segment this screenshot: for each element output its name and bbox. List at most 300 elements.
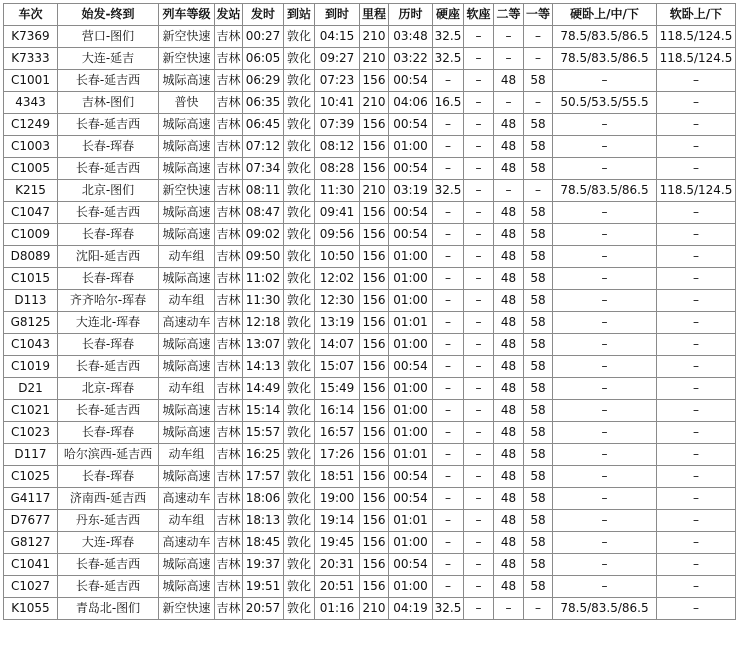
cell-route: 长春-珲春: [58, 136, 159, 158]
cell-hard-seat: 32.5: [433, 598, 464, 620]
cell-arrive-station: 敦化: [284, 334, 315, 356]
cell-arrive-time: 16:57: [315, 422, 360, 444]
cell-soft-sleeper: –: [657, 576, 736, 598]
cell-duration: 03:22: [389, 48, 433, 70]
cell-distance: 156: [360, 268, 389, 290]
table-row: [4, 224, 736, 246]
cell-hard-sleeper: –: [553, 378, 657, 400]
cell-arrive-station: 敦化: [284, 246, 315, 268]
cell-duration: 01:00: [389, 378, 433, 400]
cell-arrive-time: 08:12: [315, 136, 360, 158]
cell-depart-time: 06:35: [243, 92, 284, 114]
cell-hard-seat: 32.5: [433, 48, 464, 70]
column-header-arrive-time: 到时: [315, 4, 360, 26]
cell-second-class: –: [494, 92, 524, 114]
cell-depart-time: 14:49: [243, 378, 284, 400]
cell-hard-sleeper: –: [553, 70, 657, 92]
cell-first-class: 58: [524, 466, 553, 488]
cell-arrive-station: 敦化: [284, 114, 315, 136]
cell-soft-sleeper: –: [657, 246, 736, 268]
table-row: [4, 202, 736, 224]
cell-second-class: 48: [494, 488, 524, 510]
cell-arrive-station: 敦化: [284, 598, 315, 620]
cell-duration: 04:19: [389, 598, 433, 620]
cell-train-class: 城际高速: [159, 202, 215, 224]
cell-first-class: 58: [524, 70, 553, 92]
cell-first-class: 58: [524, 356, 553, 378]
column-header-hard-sleeper: 硬卧上/中/下: [553, 4, 657, 26]
cell-train-class: 城际高速: [159, 268, 215, 290]
cell-depart-station: 吉林: [215, 114, 243, 136]
cell-arrive-station: 敦化: [284, 224, 315, 246]
cell-duration: 01:00: [389, 576, 433, 598]
cell-first-class: 58: [524, 158, 553, 180]
cell-duration: 00:54: [389, 70, 433, 92]
cell-depart-station: 吉林: [215, 246, 243, 268]
cell-hard-seat: –: [433, 268, 464, 290]
cell-soft-seat: –: [464, 224, 494, 246]
cell-distance: 156: [360, 136, 389, 158]
cell-soft-sleeper: –: [657, 466, 736, 488]
cell-hard-sleeper: –: [553, 356, 657, 378]
cell-train-class: 新空快速: [159, 26, 215, 48]
cell-soft-seat: –: [464, 70, 494, 92]
cell-soft-sleeper: –: [657, 224, 736, 246]
table-row: [4, 378, 736, 400]
cell-first-class: 58: [524, 290, 553, 312]
table-row: [4, 532, 736, 554]
cell-duration: 01:01: [389, 444, 433, 466]
cell-depart-station: 吉林: [215, 334, 243, 356]
cell-train-class: 城际高速: [159, 70, 215, 92]
cell-hard-seat: –: [433, 202, 464, 224]
cell-route: 长春-珲春: [58, 224, 159, 246]
cell-route: 大连北-珲春: [58, 312, 159, 334]
cell-hard-sleeper: –: [553, 400, 657, 422]
cell-duration: 01:00: [389, 422, 433, 444]
table-row: [4, 158, 736, 180]
cell-arrive-time: 19:45: [315, 532, 360, 554]
cell-depart-station: 吉林: [215, 598, 243, 620]
cell-route: 丹东-延吉西: [58, 510, 159, 532]
cell-second-class: 48: [494, 70, 524, 92]
cell-first-class: 58: [524, 444, 553, 466]
cell-train-no: 4343: [4, 92, 58, 114]
cell-soft-seat: –: [464, 488, 494, 510]
column-header-depart-station: 发站: [215, 4, 243, 26]
cell-soft-sleeper: –: [657, 444, 736, 466]
cell-route: 沈阳-延吉西: [58, 246, 159, 268]
cell-first-class: 58: [524, 334, 553, 356]
cell-train-no: K215: [4, 180, 58, 202]
table-row: [4, 268, 736, 290]
cell-depart-station: 吉林: [215, 510, 243, 532]
cell-second-class: 48: [494, 378, 524, 400]
cell-distance: 156: [360, 554, 389, 576]
cell-arrive-time: 16:14: [315, 400, 360, 422]
cell-first-class: 58: [524, 202, 553, 224]
cell-hard-seat: –: [433, 532, 464, 554]
cell-second-class: 48: [494, 246, 524, 268]
cell-train-no: C1249: [4, 114, 58, 136]
cell-second-class: –: [494, 598, 524, 620]
cell-soft-seat: –: [464, 334, 494, 356]
column-header-depart-time: 发时: [243, 4, 284, 26]
cell-soft-sleeper: –: [657, 378, 736, 400]
cell-arrive-station: 敦化: [284, 510, 315, 532]
cell-arrive-station: 敦化: [284, 180, 315, 202]
cell-arrive-station: 敦化: [284, 532, 315, 554]
cell-soft-seat: –: [464, 576, 494, 598]
cell-hard-seat: –: [433, 70, 464, 92]
table-row: [4, 400, 736, 422]
cell-train-class: 新空快速: [159, 180, 215, 202]
cell-arrive-station: 敦化: [284, 554, 315, 576]
cell-first-class: –: [524, 26, 553, 48]
timetable-container: [3, 3, 736, 620]
cell-train-class: 城际高速: [159, 576, 215, 598]
cell-hard-sleeper: –: [553, 576, 657, 598]
cell-soft-seat: –: [464, 290, 494, 312]
cell-train-class: 城际高速: [159, 114, 215, 136]
cell-arrive-station: 敦化: [284, 488, 315, 510]
cell-distance: 156: [360, 510, 389, 532]
cell-arrive-station: 敦化: [284, 466, 315, 488]
cell-hard-seat: –: [433, 136, 464, 158]
cell-depart-time: 08:47: [243, 202, 284, 224]
cell-hard-sleeper: 78.5/83.5/86.5: [553, 598, 657, 620]
table-row: [4, 312, 736, 334]
cell-distance: 210: [360, 598, 389, 620]
cell-first-class: 58: [524, 312, 553, 334]
cell-soft-sleeper: 118.5/124.5: [657, 48, 736, 70]
cell-distance: 156: [360, 246, 389, 268]
cell-soft-sleeper: –: [657, 114, 736, 136]
cell-hard-sleeper: –: [553, 224, 657, 246]
table-row: [4, 554, 736, 576]
cell-arrive-station: 敦化: [284, 290, 315, 312]
cell-hard-seat: –: [433, 290, 464, 312]
cell-train-no: C1025: [4, 466, 58, 488]
cell-distance: 210: [360, 48, 389, 70]
cell-train-no: G8125: [4, 312, 58, 334]
table-row: [4, 48, 736, 70]
cell-train-no: G8127: [4, 532, 58, 554]
cell-train-no: K7333: [4, 48, 58, 70]
cell-duration: 01:00: [389, 334, 433, 356]
cell-soft-seat: –: [464, 26, 494, 48]
cell-hard-sleeper: –: [553, 510, 657, 532]
cell-depart-station: 吉林: [215, 576, 243, 598]
cell-distance: 156: [360, 378, 389, 400]
cell-distance: 156: [360, 202, 389, 224]
cell-train-no: D7677: [4, 510, 58, 532]
cell-soft-seat: –: [464, 356, 494, 378]
cell-second-class: 48: [494, 268, 524, 290]
cell-route: 长春-延吉西: [58, 356, 159, 378]
cell-second-class: 48: [494, 466, 524, 488]
cell-distance: 156: [360, 290, 389, 312]
cell-distance: 156: [360, 488, 389, 510]
cell-hard-sleeper: –: [553, 246, 657, 268]
cell-depart-time: 11:30: [243, 290, 284, 312]
cell-duration: 03:48: [389, 26, 433, 48]
cell-depart-station: 吉林: [215, 158, 243, 180]
cell-arrive-station: 敦化: [284, 378, 315, 400]
cell-first-class: 58: [524, 268, 553, 290]
cell-soft-seat: –: [464, 444, 494, 466]
cell-soft-seat: –: [464, 92, 494, 114]
cell-second-class: 48: [494, 576, 524, 598]
cell-arrive-time: 09:41: [315, 202, 360, 224]
cell-hard-seat: 32.5: [433, 180, 464, 202]
cell-route: 长春-珲春: [58, 422, 159, 444]
cell-train-class: 高速动车: [159, 312, 215, 334]
cell-train-class: 城际高速: [159, 554, 215, 576]
cell-hard-seat: –: [433, 466, 464, 488]
cell-train-class: 动车组: [159, 246, 215, 268]
cell-soft-sleeper: 118.5/124.5: [657, 26, 736, 48]
cell-arrive-time: 01:16: [315, 598, 360, 620]
cell-second-class: –: [494, 48, 524, 70]
cell-second-class: 48: [494, 422, 524, 444]
cell-arrive-time: 12:02: [315, 268, 360, 290]
cell-depart-time: 17:57: [243, 466, 284, 488]
cell-arrive-time: 09:56: [315, 224, 360, 246]
cell-distance: 210: [360, 92, 389, 114]
cell-soft-seat: –: [464, 48, 494, 70]
cell-arrive-station: 敦化: [284, 136, 315, 158]
cell-depart-time: 08:11: [243, 180, 284, 202]
cell-train-no: K7369: [4, 26, 58, 48]
cell-duration: 04:06: [389, 92, 433, 114]
cell-hard-sleeper: 78.5/83.5/86.5: [553, 48, 657, 70]
cell-depart-station: 吉林: [215, 444, 243, 466]
cell-train-no: C1027: [4, 576, 58, 598]
cell-duration: 00:54: [389, 224, 433, 246]
table-row: [4, 488, 736, 510]
table-row: [4, 598, 736, 620]
cell-first-class: 58: [524, 246, 553, 268]
cell-hard-seat: –: [433, 422, 464, 444]
cell-route: 长春-延吉西: [58, 202, 159, 224]
cell-soft-seat: –: [464, 114, 494, 136]
cell-route: 大连-延吉: [58, 48, 159, 70]
cell-distance: 156: [360, 444, 389, 466]
cell-second-class: 48: [494, 202, 524, 224]
cell-arrive-time: 14:07: [315, 334, 360, 356]
cell-soft-seat: –: [464, 268, 494, 290]
column-header-hard-seat: 硬座: [433, 4, 464, 26]
cell-arrive-time: 07:39: [315, 114, 360, 136]
cell-soft-sleeper: –: [657, 268, 736, 290]
cell-duration: 03:19: [389, 180, 433, 202]
cell-depart-station: 吉林: [215, 136, 243, 158]
cell-first-class: 58: [524, 114, 553, 136]
cell-hard-seat: –: [433, 378, 464, 400]
cell-arrive-station: 敦化: [284, 576, 315, 598]
cell-train-no: G4117: [4, 488, 58, 510]
cell-soft-sleeper: –: [657, 312, 736, 334]
cell-hard-seat: –: [433, 510, 464, 532]
cell-train-class: 动车组: [159, 444, 215, 466]
cell-route: 齐齐哈尔-珲春: [58, 290, 159, 312]
cell-train-class: 动车组: [159, 290, 215, 312]
cell-soft-sleeper: –: [657, 92, 736, 114]
column-header-arrive-station: 到站: [284, 4, 315, 26]
cell-depart-station: 吉林: [215, 532, 243, 554]
table-row: [4, 114, 736, 136]
cell-soft-seat: –: [464, 378, 494, 400]
cell-depart-time: 07:12: [243, 136, 284, 158]
cell-depart-station: 吉林: [215, 180, 243, 202]
cell-depart-time: 14:13: [243, 356, 284, 378]
cell-depart-station: 吉林: [215, 400, 243, 422]
cell-first-class: 58: [524, 488, 553, 510]
cell-route: 长春-延吉西: [58, 576, 159, 598]
table-row: [4, 180, 736, 202]
cell-distance: 156: [360, 400, 389, 422]
cell-route: 大连-珲春: [58, 532, 159, 554]
cell-route: 长春-延吉西: [58, 158, 159, 180]
cell-arrive-station: 敦化: [284, 312, 315, 334]
cell-train-class: 新空快速: [159, 598, 215, 620]
cell-arrive-time: 15:07: [315, 356, 360, 378]
cell-duration: 01:01: [389, 510, 433, 532]
cell-train-no: C1043: [4, 334, 58, 356]
cell-hard-sleeper: –: [553, 268, 657, 290]
cell-depart-station: 吉林: [215, 466, 243, 488]
cell-arrive-station: 敦化: [284, 202, 315, 224]
cell-arrive-time: 20:51: [315, 576, 360, 598]
cell-route: 吉林-图们: [58, 92, 159, 114]
cell-duration: 00:54: [389, 356, 433, 378]
cell-route: 长春-珲春: [58, 268, 159, 290]
cell-soft-seat: –: [464, 598, 494, 620]
cell-train-no: C1015: [4, 268, 58, 290]
cell-second-class: 48: [494, 114, 524, 136]
column-header-soft-sleeper: 软卧上/下: [657, 4, 736, 26]
column-header-train-no: 车次: [4, 4, 58, 26]
cell-hard-seat: 16.5: [433, 92, 464, 114]
cell-soft-seat: –: [464, 532, 494, 554]
cell-hard-sleeper: –: [553, 114, 657, 136]
cell-arrive-time: 19:00: [315, 488, 360, 510]
cell-arrive-time: 12:30: [315, 290, 360, 312]
cell-arrive-time: 07:23: [315, 70, 360, 92]
cell-depart-station: 吉林: [215, 70, 243, 92]
column-header-distance: 里程: [360, 4, 389, 26]
cell-depart-station: 吉林: [215, 26, 243, 48]
cell-first-class: –: [524, 180, 553, 202]
cell-soft-sleeper: –: [657, 488, 736, 510]
cell-train-no: C1009: [4, 224, 58, 246]
cell-train-class: 动车组: [159, 510, 215, 532]
cell-train-class: 城际高速: [159, 466, 215, 488]
cell-soft-seat: –: [464, 202, 494, 224]
cell-arrive-station: 敦化: [284, 92, 315, 114]
cell-depart-station: 吉林: [215, 268, 243, 290]
cell-arrive-station: 敦化: [284, 422, 315, 444]
cell-soft-sleeper: –: [657, 334, 736, 356]
table-header: [4, 4, 736, 26]
column-header-duration: 历时: [389, 4, 433, 26]
cell-first-class: 58: [524, 510, 553, 532]
cell-first-class: 58: [524, 576, 553, 598]
cell-hard-seat: –: [433, 400, 464, 422]
cell-depart-time: 18:45: [243, 532, 284, 554]
cell-soft-sleeper: –: [657, 598, 736, 620]
cell-distance: 156: [360, 422, 389, 444]
cell-arrive-time: 20:31: [315, 554, 360, 576]
cell-route: 哈尔滨西-延吉西: [58, 444, 159, 466]
cell-first-class: 58: [524, 400, 553, 422]
cell-depart-time: 18:13: [243, 510, 284, 532]
cell-route: 长春-珲春: [58, 334, 159, 356]
cell-second-class: 48: [494, 532, 524, 554]
cell-depart-station: 吉林: [215, 312, 243, 334]
cell-route: 青岛北-图们: [58, 598, 159, 620]
cell-route: 济南西-延吉西: [58, 488, 159, 510]
cell-depart-time: 06:05: [243, 48, 284, 70]
cell-duration: 01:00: [389, 290, 433, 312]
cell-hard-sleeper: 78.5/83.5/86.5: [553, 180, 657, 202]
cell-hard-seat: –: [433, 312, 464, 334]
cell-distance: 156: [360, 70, 389, 92]
cell-duration: 01:00: [389, 268, 433, 290]
cell-soft-seat: –: [464, 422, 494, 444]
cell-soft-seat: –: [464, 180, 494, 202]
cell-hard-seat: –: [433, 114, 464, 136]
cell-soft-seat: –: [464, 554, 494, 576]
cell-route: 长春-珲春: [58, 466, 159, 488]
cell-second-class: 48: [494, 158, 524, 180]
cell-second-class: 48: [494, 554, 524, 576]
column-header-soft-seat: 软座: [464, 4, 494, 26]
cell-distance: 156: [360, 356, 389, 378]
cell-depart-station: 吉林: [215, 92, 243, 114]
cell-hard-sleeper: –: [553, 334, 657, 356]
cell-soft-seat: –: [464, 158, 494, 180]
cell-train-no: D8089: [4, 246, 58, 268]
cell-train-class: 城际高速: [159, 356, 215, 378]
cell-arrive-station: 敦化: [284, 268, 315, 290]
cell-distance: 156: [360, 224, 389, 246]
cell-distance: 156: [360, 158, 389, 180]
table-row: [4, 70, 736, 92]
cell-soft-sleeper: –: [657, 290, 736, 312]
cell-soft-seat: –: [464, 466, 494, 488]
cell-hard-sleeper: –: [553, 532, 657, 554]
cell-depart-time: 06:45: [243, 114, 284, 136]
cell-train-class: 普快: [159, 92, 215, 114]
table-row: [4, 290, 736, 312]
cell-depart-time: 20:57: [243, 598, 284, 620]
cell-hard-sleeper: –: [553, 136, 657, 158]
cell-train-no: C1005: [4, 158, 58, 180]
table-row: [4, 26, 736, 48]
cell-second-class: 48: [494, 136, 524, 158]
cell-duration: 01:00: [389, 136, 433, 158]
cell-hard-seat: –: [433, 444, 464, 466]
cell-depart-station: 吉林: [215, 554, 243, 576]
table-row: [4, 92, 736, 114]
cell-second-class: 48: [494, 356, 524, 378]
cell-distance: 210: [360, 26, 389, 48]
table-row: [4, 356, 736, 378]
cell-train-class: 城际高速: [159, 224, 215, 246]
cell-depart-station: 吉林: [215, 356, 243, 378]
